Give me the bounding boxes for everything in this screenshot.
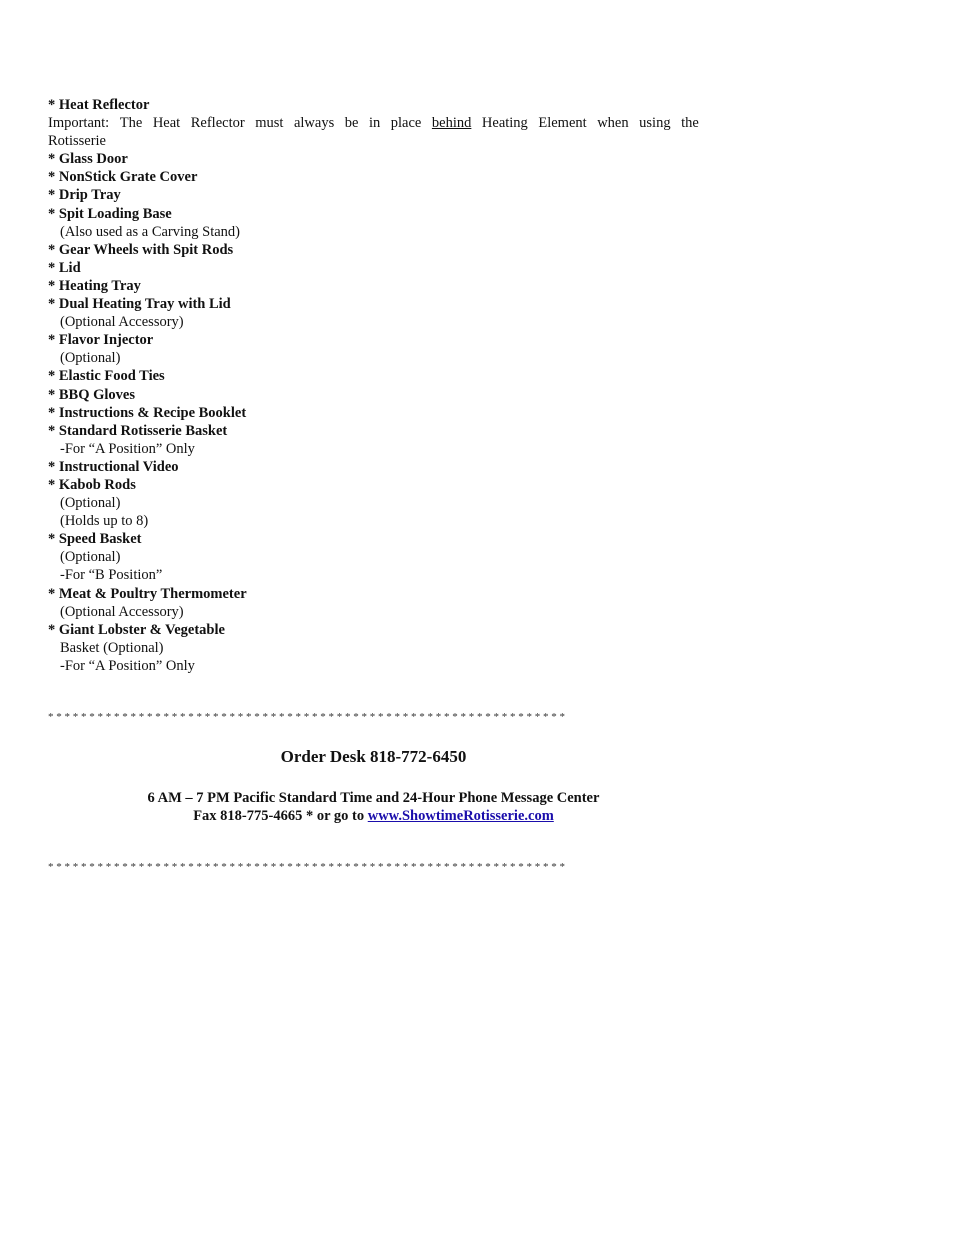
note-word: Important: xyxy=(48,115,110,132)
important-note-tail: Rotisserie xyxy=(48,133,106,150)
item-detail: -For “A Position” Only xyxy=(60,657,195,674)
note-word: Heating xyxy=(481,115,528,132)
item-title: * Spit Loading Base xyxy=(48,205,172,222)
item-title: * Heating Tray xyxy=(48,277,141,294)
note-word: Reflector xyxy=(190,115,245,132)
item-detail: (Optional) xyxy=(60,495,121,512)
note-word: in xyxy=(368,115,381,132)
note-word: the xyxy=(681,115,699,132)
item-title: * Drip Tray xyxy=(48,187,121,204)
hours-line: 6 AM – 7 PM Pacific Standard Time and 24-Hour Phone Message Center xyxy=(147,790,600,806)
item-title: * Glass Door xyxy=(48,151,128,168)
note-word: when xyxy=(597,115,629,132)
item-title: * Flavor Injector xyxy=(48,332,154,349)
item-detail: (Holds up to 8) xyxy=(60,513,149,530)
item-title: * Lid xyxy=(48,259,81,276)
parts-list xyxy=(48,96,699,675)
item-title: * Elastic Food Ties xyxy=(48,368,165,385)
item-detail: (Optional) xyxy=(60,350,121,367)
note-word: Element xyxy=(538,115,587,132)
item-title: * Meat & Poultry Thermometer xyxy=(48,585,247,602)
note-word: place xyxy=(390,115,422,132)
item-title: * NonStick Grate Cover xyxy=(48,169,198,186)
item-detail: -For “B Position” xyxy=(60,567,163,584)
important-note xyxy=(48,114,699,132)
item-title: * Gear Wheels with Spit Rods xyxy=(48,241,234,258)
item-title: * Standard Rotisserie Basket xyxy=(48,422,228,439)
separator-bottom: * * * * * * * * * * * * * * * * * * * * * * * * * * * * * * * * * * * * * * * * * * * * * * * * * * * * * * * * * * * * * * * xyxy=(48,861,565,873)
note-word: always xyxy=(293,115,335,132)
item-detail: (Optional Accessory) xyxy=(60,603,184,620)
note-word: must xyxy=(255,115,284,132)
item-title: * BBQ Gloves xyxy=(48,386,136,403)
website-link[interactable]: www.ShowtimeRotisserie.com xyxy=(367,808,554,824)
item-title: * Instructional Video xyxy=(48,458,179,475)
items-list xyxy=(48,96,699,675)
item-detail: (Optional) xyxy=(60,549,121,566)
separator-top: * * * * * * * * * * * * * * * * * * * * * * * * * * * * * * * * * * * * * * * * * * * * * * * * * * * * * * * * * * * * * * * xyxy=(48,711,565,723)
note-word: using xyxy=(639,115,671,132)
note-word: Heat xyxy=(152,115,181,132)
item-title: * Kabob Rods xyxy=(48,476,136,493)
order-desk: Order Desk 818-772-6450 xyxy=(280,747,467,766)
item-detail: (Also used as a Carving Stand) xyxy=(60,223,241,240)
item-title: * Instructions & Recipe Booklet xyxy=(48,404,247,421)
item-detail: (Optional Accessory) xyxy=(60,314,184,331)
note-word: behind xyxy=(431,115,472,132)
item-title: * Dual Heating Tray with Lid xyxy=(48,296,231,313)
item-detail: -For “A Position” Only xyxy=(60,440,195,457)
item-title: * Heat Reflector xyxy=(48,97,150,113)
fax-line xyxy=(0,807,747,825)
item-title: * Speed Basket xyxy=(48,531,142,548)
item-title: * Giant Lobster & Vegetable xyxy=(48,621,225,638)
fax-text: Fax 818-775-4665 * or go to xyxy=(193,808,368,824)
item-detail: Basket (Optional) xyxy=(60,639,164,656)
note-word: The xyxy=(119,115,143,132)
note-word: be xyxy=(344,115,359,132)
